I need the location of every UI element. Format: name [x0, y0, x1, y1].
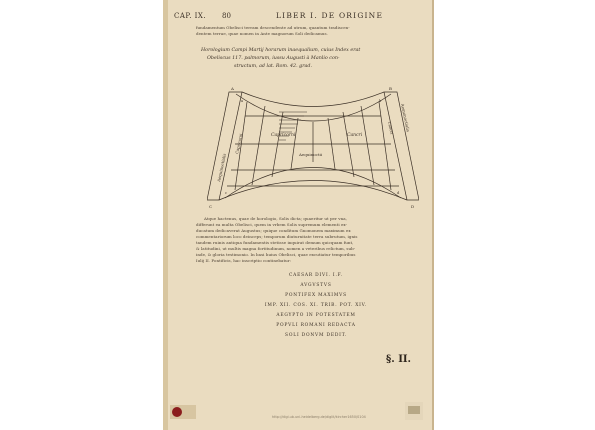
- body-line: differunt ea multa Obelisci, quem in vrbem Solis supremum elementi ex-: [196, 222, 348, 227]
- inscription-line: SOLI DONVM DEDIT.: [285, 333, 347, 338]
- inscription-line: POPVLI ROMANI REDACTA: [276, 323, 356, 328]
- page-spine: [163, 0, 168, 430]
- label-d: D: [411, 204, 415, 209]
- intro-line: fundamentum Obelisci terram descendente ad utrum, quantum tradiscen-: [196, 25, 350, 30]
- label-left-bottom: c: [225, 191, 227, 195]
- label-left-inner: Capricorni: [234, 133, 244, 155]
- library-logo: [170, 405, 196, 419]
- label-b: B: [389, 86, 392, 91]
- label-a: A: [231, 86, 234, 91]
- library-logo-icon: [172, 407, 182, 417]
- body-line: ducatum dedicaverat Augustus; quique conditum Gnomonem maximum ex: [196, 228, 351, 233]
- chapter-label: CAP. IX.: [174, 12, 207, 20]
- label-right-bottom: d: [397, 191, 400, 195]
- label-cancri: Cancri: [347, 133, 363, 138]
- footer-url[interactable]: http://digi.ub.uni-heidelberg.de/diglit/kircher1650/0104: [272, 415, 366, 419]
- body-line: inde, & gloria testimonio. In basi huius Obelisci, quae excutiatur temporibus: [196, 252, 356, 257]
- intro-line: dentem terrae, quae nomen in Ante magnorum Soli dedicamus.: [196, 31, 328, 36]
- label-right-column: Aequinoctialis: [400, 103, 411, 133]
- body-line: & latitudini, ut multis magna fortitudinum, nomen a veteribus relictum, sub-: [196, 246, 356, 251]
- page-edge: [432, 0, 434, 430]
- body-line: commentariorum loco deinceps; temporum diuturnitate terra subrutum, ignis: [196, 234, 358, 239]
- page-number: 80: [222, 12, 231, 20]
- body-line: tandem ruinis antiqua fundamentis stetisse inquirat demum quicquam funt,: [196, 240, 354, 245]
- label-right-top: b: [379, 99, 382, 103]
- inscription-line: CAESAR DIVI. I.F.: [288, 273, 344, 278]
- inscription-line: AEGYPTO IN POTESTATEM: [276, 313, 356, 318]
- body-line: Iulij II. Pontificis, hac inscriptio continebatur:: [196, 258, 292, 263]
- label-capricorni: Capricorni: [271, 133, 296, 138]
- figure-title-line: structum, ad lat. Rom. 42. grad.: [234, 64, 312, 69]
- figure-title-line: Obeliscus 117. palmorum, iussu Augusti à Manlio con-: [207, 56, 340, 61]
- running-title: LIBER I. DE ORIGINE: [276, 11, 384, 20]
- label-left-column: Aequinoctialis: [216, 153, 227, 183]
- inscription-line: PONTIFEX MAXIMVS: [285, 293, 347, 298]
- label-c: C: [209, 204, 213, 209]
- section-mark: §. II.: [386, 354, 412, 365]
- label-right-inner: Cancri: [387, 121, 395, 135]
- sundial-diagram: [207, 82, 419, 210]
- figure-title-line: Horologium Campi Martij horarum inaequalium, cuius Index erat: [201, 48, 361, 53]
- inscription-line: IMP. XII. COS. XI. TRIB. POT. XIV.: [264, 303, 368, 308]
- body-line: Atque hactenus, quae de horologio, Solis dicta; quaeritur ut per vna,: [204, 216, 347, 221]
- label-left-top: a: [241, 99, 244, 103]
- license-badge-icon: [405, 402, 423, 420]
- inscription-line: AVGVSTVS: [300, 283, 332, 288]
- label-aequinoctii: Aequinoctii: [299, 152, 323, 157]
